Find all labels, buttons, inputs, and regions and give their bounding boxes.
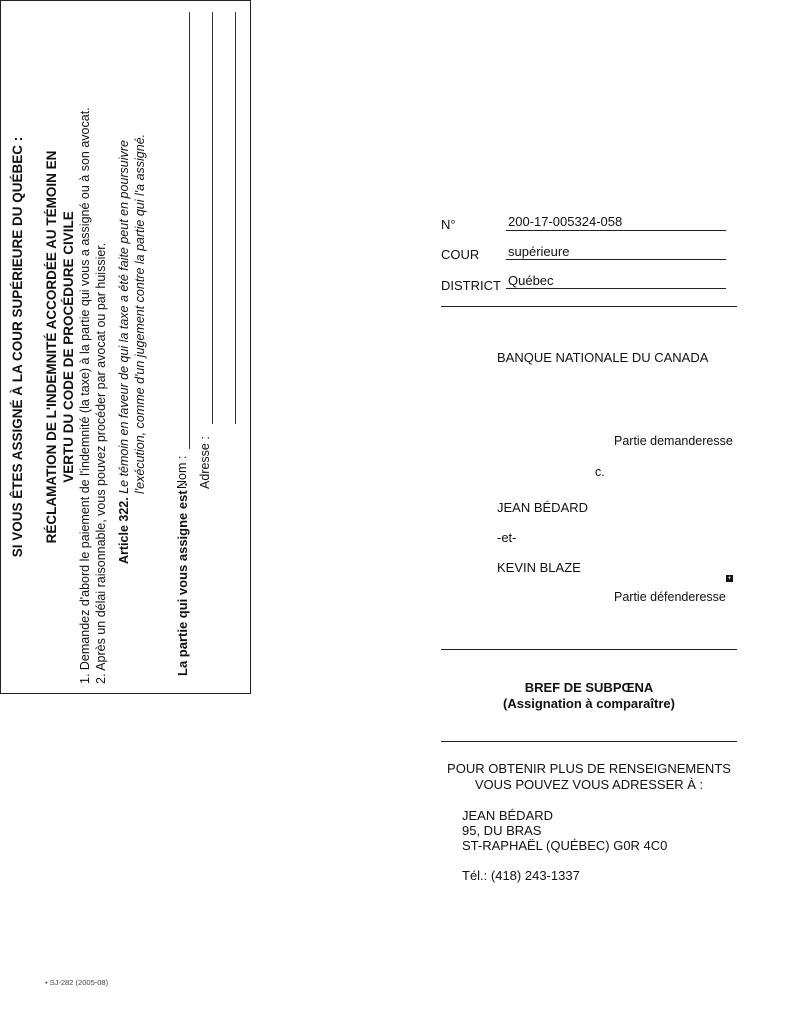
address-line-1 [212, 12, 213, 424]
no-underline [506, 230, 726, 231]
box-title-line1: RÉCLAMATION DE L'INDEMNITÉ ACCORDÉE AU TÉMOIN EN [44, 150, 59, 544]
instruction-item-1: 1. Demandez d'abord le paiement de l'indemnité (la taxe) à la partie qui vous a assigné ou à son avocat. [78, 107, 92, 684]
contact-name: JEAN BÉDARD [462, 808, 554, 823]
versus-label: c. [595, 465, 605, 479]
address-line-2 [235, 12, 236, 424]
separator-bottom [441, 741, 737, 742]
defendant-1-name: JEAN BÉDARD [497, 500, 589, 515]
contact-phone: Tél.: (418) 243-1337 [462, 868, 580, 883]
document-subtitle: (Assignation à comparaître) [503, 696, 675, 711]
contact-city: ST-RAPHAËL (QUÉBEC) G0R 4C0 [462, 838, 668, 853]
defendant-2-name: KEVIN BLAZE [497, 560, 581, 575]
plus-marker-icon: + [727, 575, 732, 582]
article-322-line2: l'exécution, comme d'un jugement contre la partie qui l'a assigné. [133, 133, 147, 494]
cour-label: COUR [441, 247, 480, 262]
district-label: DISTRICT [441, 278, 501, 293]
district-value: Québec [508, 273, 554, 288]
plaintiff-name: BANQUE NATIONALE DU CANADA [497, 350, 709, 365]
form-code: • SJ-282 (2005-08) [45, 978, 109, 987]
contact-street: 95, DU BRAS [462, 823, 542, 838]
article-label: Article 322. [117, 497, 131, 564]
box-title-line2: VERTU DU CODE DE PROCÉDURE CIVILE [61, 211, 76, 483]
separator-middle [441, 649, 737, 650]
cour-underline [506, 259, 726, 260]
address-label: Adresse : [198, 436, 212, 489]
and-label: -et- [497, 530, 517, 545]
box-heading: SI VOUS ÊTES ASSIGNÉ À LA COUR SUPÉRIEURE DU QUÉBEC : [10, 136, 25, 558]
party-label: La partie qui vous assigne est : [175, 482, 190, 676]
no-value: 200-17-005324-058 [508, 214, 623, 229]
cour-value: supérieure [508, 244, 570, 259]
document-title: BREF DE SUBPŒNA [524, 680, 654, 695]
separator-top [441, 306, 737, 307]
plaintiff-role: Partie demanderesse [614, 434, 733, 448]
name-line [189, 12, 190, 449]
defendant-role: Partie défenderesse [614, 590, 726, 604]
instruction-item-2: 2. Après un délai raisonnable, vous pouvez procéder par avocat ou par huissier. [94, 242, 108, 684]
no-label: N° [441, 217, 456, 232]
article-text-1: Le témoin en faveur de qui la taxe a été faite peut en poursuivre [117, 140, 131, 498]
contact-intro-line2: VOUS POUVEZ VOUS ADRESSER À : [474, 777, 704, 792]
contact-intro-line1: POUR OBTENIR PLUS DE RENSEIGNEMENTS [447, 761, 731, 776]
name-label: Nom : [175, 455, 189, 489]
district-underline [506, 288, 726, 289]
rotated-content [0, 0, 251, 694]
article-322-line1 [117, 140, 131, 564]
witness-indemnity-box [0, 0, 251, 694]
